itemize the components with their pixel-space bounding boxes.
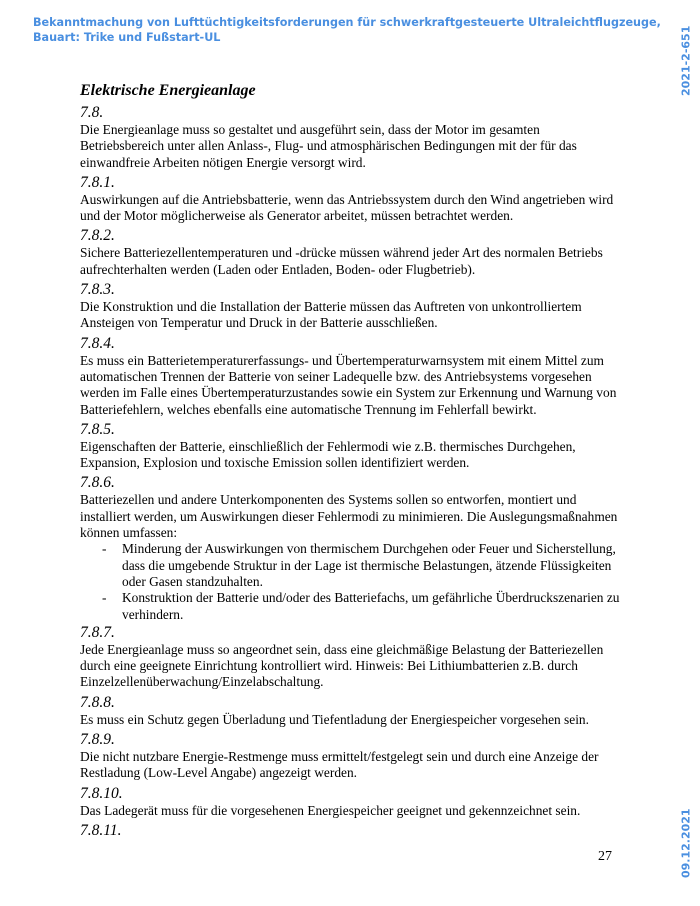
list-item [80,590,625,623]
clause-7-8-3 [80,280,625,332]
document-header-title: Bekanntmachung von Lufttüchtigkeitsforderungen für schwerkraftgesteuerte Ultraleichtflugzeuge, Bauart: Trike und Fußstart-UL [33,16,661,44]
clause-number: 7.8.8. [80,693,115,711]
clause-text: Eigenschaften der Batterie, einschließlich der Fehlermodi wie z.B. thermisches Durchgehen, Expansion, Explosion und toxische Emission sollen identifiziert werden. [80,438,576,471]
clause-text: Sichere Batteriezellentemperaturen und -drücke müssen während jeder Art des normalen Betriebs aufrechterhalten werden (Laden oder Entladen, Boden- oder Flugbetrieb). [80,245,603,277]
document-body [80,80,625,840]
side-date: 09.12.2021 [679,808,693,878]
clause-number: 7.8.3. [80,281,115,299]
clause-text: Die Konstruktion und die Installation der Batterie müssen das Auftreten von unkontrolliertem Ansteigen von Temperatur und Druck in der Batterie ausschließen. [80,299,582,331]
clause-7-8-2 [80,226,625,278]
bullet-text: Konstruktion der Batterie und/oder des Batteriefachs, um gefährliche Überdruckszenarien zu verhindern. [122,590,620,622]
clause-text: Batteriezellen und andere Unterkomponenten des Systems sollen so entworfen, montiert und installiert werden, um Auswirkungen dieser Fehlermodi zu minimieren. Die Auslegungsmaßnahmen können umfassen: [80,492,618,541]
bullet-list [80,541,625,622]
clause-text: Jede Energieanlage muss so angeordnet sein, dass eine gleichmäßige Belastung der Batteriezellen durch eine geeignete Einrichtung kontrolliert wird. Hinweis: Bei Lithiumbatterien z.B. durch Einzelzellenüberwachung/Einzelabschaltung. [80,641,604,690]
clause-text: Es muss ein Schutz gegen Überladung und Tiefentladung der Energiespeicher vorgesehen sein. [80,711,589,727]
bullet-dash: - [102,590,107,606]
clause-number: 7.8.5. [80,420,115,438]
clause-number: 7.8.1. [80,173,115,191]
clause-number: 7.8. [80,104,104,121]
clause-number: 7.8.9. [80,731,115,749]
bullet-text: Minderung der Auswirkungen von thermischem Durchgehen oder Feuer und Sicherstellung, dass die umgebende Struktur in der Lage ist thermische Belastungen, ätzende Flüssigkeiten oder Gasen standzuhalten. [122,541,616,589]
clause-text: Die Energieanlage muss so gestaltet und ausgeführt sein, dass der Motor im gesamten Betriebsbereich unter allen Anlass-, Flug- und atmosphärischen Bedingungen mit der für das einwandfreie Arbeiten nötigen Energie versorgt wird. [80,122,577,170]
clause-7-8-7 [80,623,625,691]
clause-7-8-1 [80,173,625,225]
section-title: Elektrische Energieanlage [80,82,256,99]
clause-number: 7.8.4. [80,334,115,352]
clause-number: 7.8.2. [80,227,115,245]
clause-7-8-8 [80,693,625,728]
clause-text: Die nicht nutzbare Energie-Restmenge muss ermittelt/festgelegt sein und durch eine Anzeige der Restladung (Low-Level Angabe) angezeigt werden. [80,749,599,781]
clause-text: Das Ladegerät muss für die vorgesehenen Energiespeicher geeignet und gekennzeichnet sein. [80,802,581,818]
page-number: 27 [598,849,612,864]
clause-7-8-4 [80,334,625,418]
clause-number: 7.8.6. [80,474,115,492]
clause-text: Es muss ein Batterietemperaturerfassungs- und Übertemperaturwarnsystem mit einem Mittel zum automatischen Trennen der Batterie von seiner Ladequelle bzw. des Antriebsystems vorgesehen werden im Falle eines Übertemperaturzustandes sowie ein System zur Erkennung und Warnung von Batteriefehlern, welches ebenfalls eine automatische Trennung im Fehlerfall bewirkt. [80,352,617,417]
clause-7-8-11 [80,821,625,840]
clause-7-8-6 [80,473,625,622]
clause-7-8-10 [80,784,625,819]
clause-number: 7.8.11. [80,821,122,839]
clause-number: 7.8.7. [80,623,115,641]
clause-text: Auswirkungen auf die Antriebsbatterie, wenn das Antriebssystem durch den Wind angetrieben wird und der Motor möglicherweise als Generator arbeitet, müssen betrachtet werden. [80,191,614,224]
bullet-dash: - [102,541,107,557]
clause-7-8 [80,103,625,171]
side-doc-number: 2021-2-651 [679,25,693,96]
clause-7-8-9 [80,730,625,782]
clause-7-8-5 [80,420,625,472]
list-item [80,541,625,590]
clause-number: 7.8.10. [80,784,123,802]
